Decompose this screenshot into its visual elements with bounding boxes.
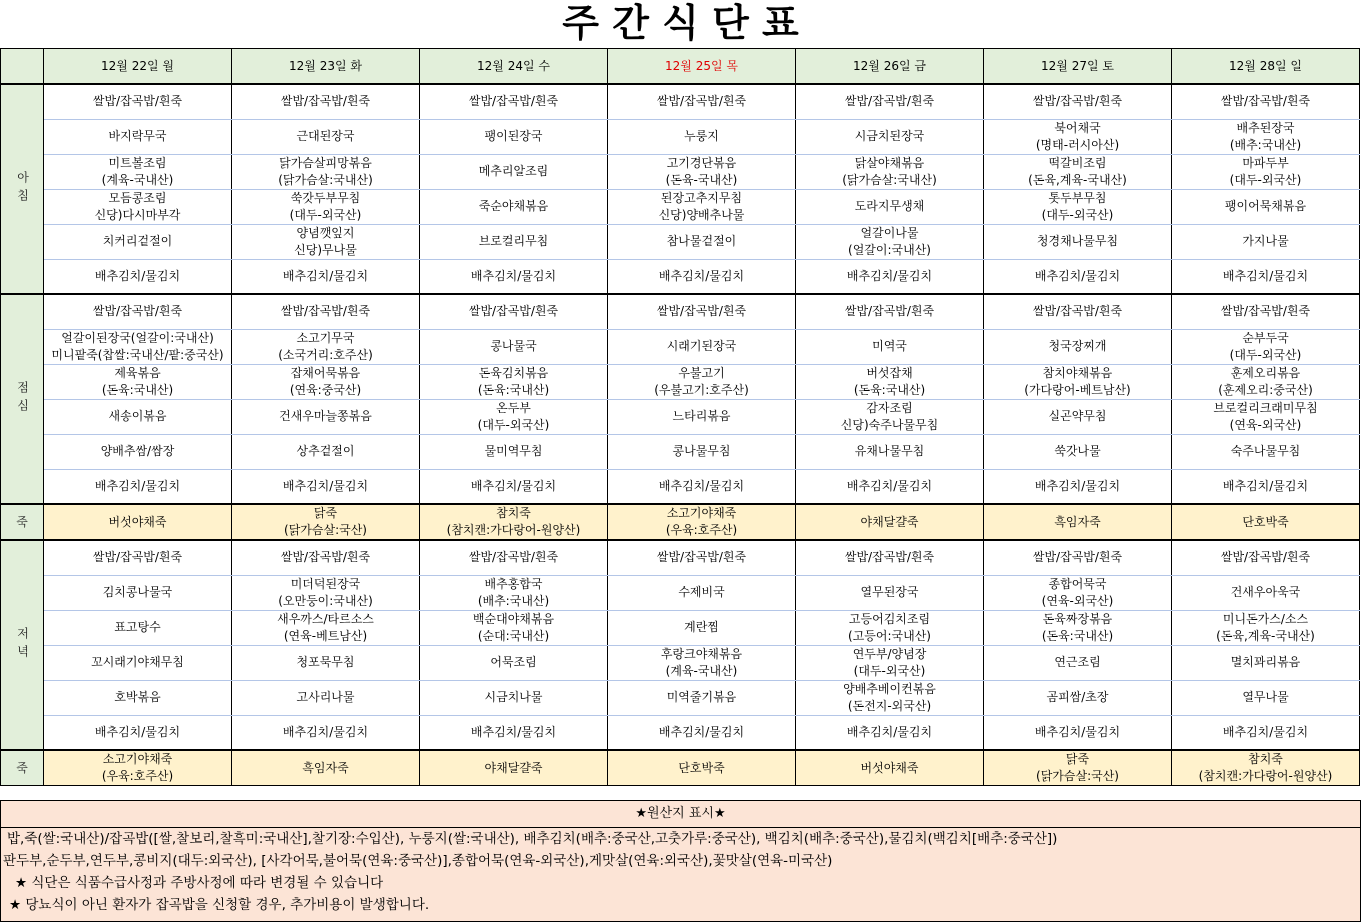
lunch-row: [1, 294, 1360, 329]
menu-item: 새송이볶음: [44, 399, 232, 434]
menu-item: 양배추베이컨볶음 (돈전지-외국산): [796, 680, 984, 715]
menu-item: 쌀밥/잡곡밥/흰죽: [232, 84, 420, 119]
menu-item: 배추김치/물김치: [984, 715, 1172, 750]
menu-item: 온두부 (대두-외국산): [420, 399, 608, 434]
menu-item: 쌀밥/잡곡밥/흰죽: [44, 294, 232, 329]
menu-item: 배추김치/물김치: [796, 259, 984, 294]
menu-item: 종합어묵국 (연육-외국산): [984, 575, 1172, 610]
menu-item: 바지락무국: [44, 119, 232, 154]
menu-item: 콩나물무침: [608, 434, 796, 469]
menu-item: 배추김치/물김치: [420, 715, 608, 750]
menu-item: 고사리나물: [232, 680, 420, 715]
menu-item: 호박볶음: [44, 680, 232, 715]
lunch-row: [1, 329, 1360, 364]
menu-item: 느타리볶음: [608, 399, 796, 434]
lunch-label: 점심: [1, 294, 44, 504]
menu-item: 소고기무국 (소국거리:호주산): [232, 329, 420, 364]
porridge-item: 흑임자죽: [232, 750, 420, 786]
menu-item: 곰피쌈/초장: [984, 680, 1172, 715]
lunch-row: [1, 364, 1360, 399]
dinner-row: [1, 610, 1360, 645]
porridge-item: 버섯야채죽: [44, 504, 232, 540]
day-header: 12월 28일 일: [1172, 49, 1360, 85]
breakfast-row: [1, 154, 1360, 189]
day-header: 12월 23일 화: [232, 49, 420, 85]
menu-item: 도라지무생채: [796, 189, 984, 224]
porridge-item: 참치죽 (참치캔:가다랑어-원양산): [1172, 750, 1360, 786]
menu-item: 연근조림: [984, 645, 1172, 680]
dinner-row: [1, 645, 1360, 680]
origin-title: ★원산지 표시★: [1, 801, 1360, 828]
menu-item: 제육볶음 (돈육:국내산): [44, 364, 232, 399]
porridge-item: 소고기야채죽 (우육:호주산): [608, 504, 796, 540]
menu-item: 쌀밥/잡곡밥/흰죽: [608, 294, 796, 329]
porridge-item: 단호박죽: [608, 750, 796, 786]
menu-item: 순부두국 (대두-외국산): [1172, 329, 1360, 364]
menu-item: 양념깻잎지 신당)무나물: [232, 224, 420, 259]
corner-cell: [1, 49, 44, 85]
menu-item: 배추김치/물김치: [796, 469, 984, 504]
menu-item: 미역줄기볶음: [608, 680, 796, 715]
menu-item: 꼬시래기야채무침: [44, 645, 232, 680]
menu-item: 배추된장국 (배추:국내산): [1172, 119, 1360, 154]
menu-item: 배추김치/물김치: [984, 259, 1172, 294]
menu-item: 양배추쌈/쌈장: [44, 434, 232, 469]
porridge-item: 야채달걀죽: [420, 750, 608, 786]
lunch-row: [1, 399, 1360, 434]
weekly-menu-table: [0, 48, 1360, 786]
menu-item: 미더덕된장국 (오만둥이:국내산): [232, 575, 420, 610]
menu-item: 누룽지: [608, 119, 796, 154]
menu-item: 팽이어묵채볶음: [1172, 189, 1360, 224]
menu-item: 연두부/양념장 (대두-외국산): [796, 645, 984, 680]
menu-item: 쌀밥/잡곡밥/흰죽: [232, 294, 420, 329]
breakfast-row: [1, 119, 1360, 154]
menu-item: 참나물겉절이: [608, 224, 796, 259]
menu-item: 쌀밥/잡곡밥/흰죽: [984, 540, 1172, 575]
day-header: 12월 22일 월: [44, 49, 232, 85]
menu-item: 배추김치/물김치: [232, 715, 420, 750]
menu-item: 쌀밥/잡곡밥/흰죽: [608, 540, 796, 575]
menu-item: 백순대야채볶음 (순대:국내산): [420, 610, 608, 645]
menu-item: 쌀밥/잡곡밥/흰죽: [420, 540, 608, 575]
porridge-item: 단호박죽: [1172, 504, 1360, 540]
origin-panel: [0, 800, 1361, 922]
menu-item: 감자조림 신당)숙주나물무침: [796, 399, 984, 434]
menu-item: 근대된장국: [232, 119, 420, 154]
menu-item: 닭가슴살피망볶음 (닭가슴살:국내산): [232, 154, 420, 189]
breakfast-row: [1, 189, 1360, 224]
menu-item: 쌀밥/잡곡밥/흰죽: [1172, 294, 1360, 329]
day-header: 12월 26일 금: [796, 49, 984, 85]
origin-line: 밥,죽(쌀:국내산)/잡곡밥([쌀,찰보리,찰흑미:국내산],찰기장:수입산), 누룽지(쌀:국내산), 배추김치(배추:중국산,고춧가루:중국산), 백김치(배추:중국산),물김치(백김치[배추:중국산]): [7, 831, 1058, 847]
menu-item: 쌀밥/잡곡밥/흰죽: [796, 294, 984, 329]
porridge-item: 닭죽 (닭가슴살:국산): [984, 750, 1172, 786]
menu-item: 배추김치/물김치: [984, 469, 1172, 504]
day-header-holiday: 12월 25일 목: [608, 49, 796, 85]
menu-item: 배추김치/물김치: [1172, 715, 1360, 750]
menu-item: 미트볼조림 (계육-국내산): [44, 154, 232, 189]
lunch-row: [1, 469, 1360, 504]
menu-item: 닭살야채볶음 (닭가슴살:국내산): [796, 154, 984, 189]
menu-item: 건새우아욱국: [1172, 575, 1360, 610]
menu-item: 쌀밥/잡곡밥/흰죽: [44, 84, 232, 119]
menu-item: 열무나물: [1172, 680, 1360, 715]
menu-item: 얼갈이된장국(얼갈이:국내산) 미니팥죽(찹쌀:국내산/팥:중국산): [44, 329, 232, 364]
menu-item: 배추홍합국 (배추:국내산): [420, 575, 608, 610]
menu-item: 표고탕수: [44, 610, 232, 645]
porridge-row: [1, 750, 1360, 786]
page-title: 주 간 식 단 표: [562, 1, 799, 45]
menu-item: 미역국: [796, 329, 984, 364]
menu-item: 잡채어묵볶음 (연육:중국산): [232, 364, 420, 399]
dinner-row: [1, 715, 1360, 750]
menu-item: 고등어김치조림 (고등어:국내산): [796, 610, 984, 645]
porridge-row: [1, 504, 1360, 540]
menu-item: 떡갈비조림 (돈육,계육-국내산): [984, 154, 1172, 189]
menu-item: 김치콩나물국: [44, 575, 232, 610]
menu-item: 메추리알조림: [420, 154, 608, 189]
menu-item: 배추김치/물김치: [1172, 469, 1360, 504]
menu-item: 얼갈이나물 (얼갈이:국내산): [796, 224, 984, 259]
porridge-item: 버섯야채죽: [796, 750, 984, 786]
menu-item: 시래기된장국: [608, 329, 796, 364]
menu-item: 열무된장국: [796, 575, 984, 610]
day-header: 12월 24일 수: [420, 49, 608, 85]
menu-item: 배추김치/물김치: [608, 259, 796, 294]
menu-item: 쌀밥/잡곡밥/흰죽: [1172, 540, 1360, 575]
breakfast-row: [1, 84, 1360, 119]
menu-item: 새우까스/타르소스 (연육-베트남산): [232, 610, 420, 645]
menu-item: 수제비국: [608, 575, 796, 610]
menu-item: 마파두부 (대두-외국산): [1172, 154, 1360, 189]
porridge-label: 죽: [1, 504, 44, 540]
porridge-item: 참치죽 (참치캔:가다랑어-원양산): [420, 504, 608, 540]
menu-item: 숙주나물무침: [1172, 434, 1360, 469]
menu-item: 배추김치/물김치: [420, 259, 608, 294]
menu-item: 돈육김치볶음 (돈육:국내산): [420, 364, 608, 399]
menu-item: 배추김치/물김치: [44, 259, 232, 294]
menu-item: 버섯잡채 (돈육:국내산): [796, 364, 984, 399]
menu-item: 돈육짜장볶음 (돈육:국내산): [984, 610, 1172, 645]
porridge-label: 죽: [1, 750, 44, 786]
menu-item: 모듬콩조림 신당)다시마부각: [44, 189, 232, 224]
header-row: [1, 49, 1360, 85]
menu-item: 브로컬리크래미무침 (연육-외국산): [1172, 399, 1360, 434]
dinner-row: [1, 680, 1360, 715]
menu-item: 건새우마늘쫑볶음: [232, 399, 420, 434]
origin-line: 판두부,순두부,연두부,콩비지(대두:외국산), [사각어묵,불어묵(연육:중국산)],종합어묵(연육-외국산),게맛살(연육:외국산),꽃맛살(연육-미국산): [3, 853, 833, 869]
menu-item: 참치야채볶음 (가다랑어-베트남산): [984, 364, 1172, 399]
menu-item: 배추김치/물김치: [608, 469, 796, 504]
menu-item: 미니돈가스/소스 (돈육,계육-국내산): [1172, 610, 1360, 645]
menu-item: 청경채나물무침: [984, 224, 1172, 259]
menu-item: 유채나물무침: [796, 434, 984, 469]
menu-item: 상추겉절이: [232, 434, 420, 469]
menu-item: 쌀밥/잡곡밥/흰죽: [44, 540, 232, 575]
menu-item: 쌀밥/잡곡밥/흰죽: [984, 294, 1172, 329]
menu-item: 청포묵무침: [232, 645, 420, 680]
menu-item: 쌀밥/잡곡밥/흰죽: [1172, 84, 1360, 119]
menu-item: 쌀밥/잡곡밥/흰죽: [420, 84, 608, 119]
menu-item: 쌀밥/잡곡밥/흰죽: [420, 294, 608, 329]
menu-item: 쑥갓나물: [984, 434, 1172, 469]
lunch-row: [1, 434, 1360, 469]
notice-line: ★ 식단은 식품수급사정과 주방사정에 따라 변경될 수 있습니다: [15, 875, 384, 891]
menu-item: 물미역무침: [420, 434, 608, 469]
porridge-item: 야채달걀죽: [796, 504, 984, 540]
menu-item: 실곤약무침: [984, 399, 1172, 434]
menu-item: 북어채국 (명태-러시아산): [984, 119, 1172, 154]
menu-item: 팽이된장국: [420, 119, 608, 154]
menu-item: 우불고기 (우불고기:호주산): [608, 364, 796, 399]
menu-item: 배추김치/물김치: [232, 259, 420, 294]
menu-item: 어묵조림: [420, 645, 608, 680]
dinner-row: [1, 540, 1360, 575]
porridge-item: 닭죽 (닭가슴살:국산): [232, 504, 420, 540]
menu-item: 쌀밥/잡곡밥/흰죽: [608, 84, 796, 119]
menu-item: 브로컬리무침: [420, 224, 608, 259]
dinner-label: 저녁: [1, 540, 44, 750]
day-header: 12월 27일 토: [984, 49, 1172, 85]
menu-item: 배추김치/물김치: [44, 715, 232, 750]
menu-item: 콩나물국: [420, 329, 608, 364]
menu-item: 훈제오리볶음 (훈제오리:중국산): [1172, 364, 1360, 399]
breakfast-row: [1, 259, 1360, 294]
menu-item: 배추김치/물김치: [232, 469, 420, 504]
menu-item: 배추김치/물김치: [608, 715, 796, 750]
menu-item: 치커리겉절이: [44, 224, 232, 259]
menu-item: 쌀밥/잡곡밥/흰죽: [232, 540, 420, 575]
menu-item: 고기경단볶음 (돈육-국내산): [608, 154, 796, 189]
dinner-row: [1, 575, 1360, 610]
menu-item: 배추김치/물김치: [420, 469, 608, 504]
menu-item: 청국장찌개: [984, 329, 1172, 364]
menu-item: 후랑크야채볶음 (계육-국내산): [608, 645, 796, 680]
menu-item: 된장고추지무침 신당)양배추나물: [608, 189, 796, 224]
breakfast-label: 아침: [1, 84, 44, 294]
porridge-item: 흑임자죽: [984, 504, 1172, 540]
porridge-item: 소고기야채죽 (우육:호주산): [44, 750, 232, 786]
menu-item: 쌀밥/잡곡밥/흰죽: [796, 540, 984, 575]
menu-item: 쑥갓두부무침 (대두-외국산): [232, 189, 420, 224]
menu-item: 가지나물: [1172, 224, 1360, 259]
menu-item: 배추김치/물김치: [44, 469, 232, 504]
breakfast-row: [1, 224, 1360, 259]
menu-item: 쌀밥/잡곡밥/흰죽: [796, 84, 984, 119]
menu-item: 멸치꽈리볶음: [1172, 645, 1360, 680]
menu-item: 배추김치/물김치: [1172, 259, 1360, 294]
menu-item: 톳두부무침 (대두-외국산): [984, 189, 1172, 224]
menu-item: 시금치된장국: [796, 119, 984, 154]
menu-item: 쌀밥/잡곡밥/흰죽: [984, 84, 1172, 119]
menu-item: 죽순야채볶음: [420, 189, 608, 224]
notice-line: ★ 당뇨식이 아닌 환자가 잡곡밥을 신청할 경우, 추가비용이 발생합니다.: [9, 897, 430, 913]
menu-item: 계란찜: [608, 610, 796, 645]
menu-item: 시금치나물: [420, 680, 608, 715]
menu-item: 배추김치/물김치: [796, 715, 984, 750]
